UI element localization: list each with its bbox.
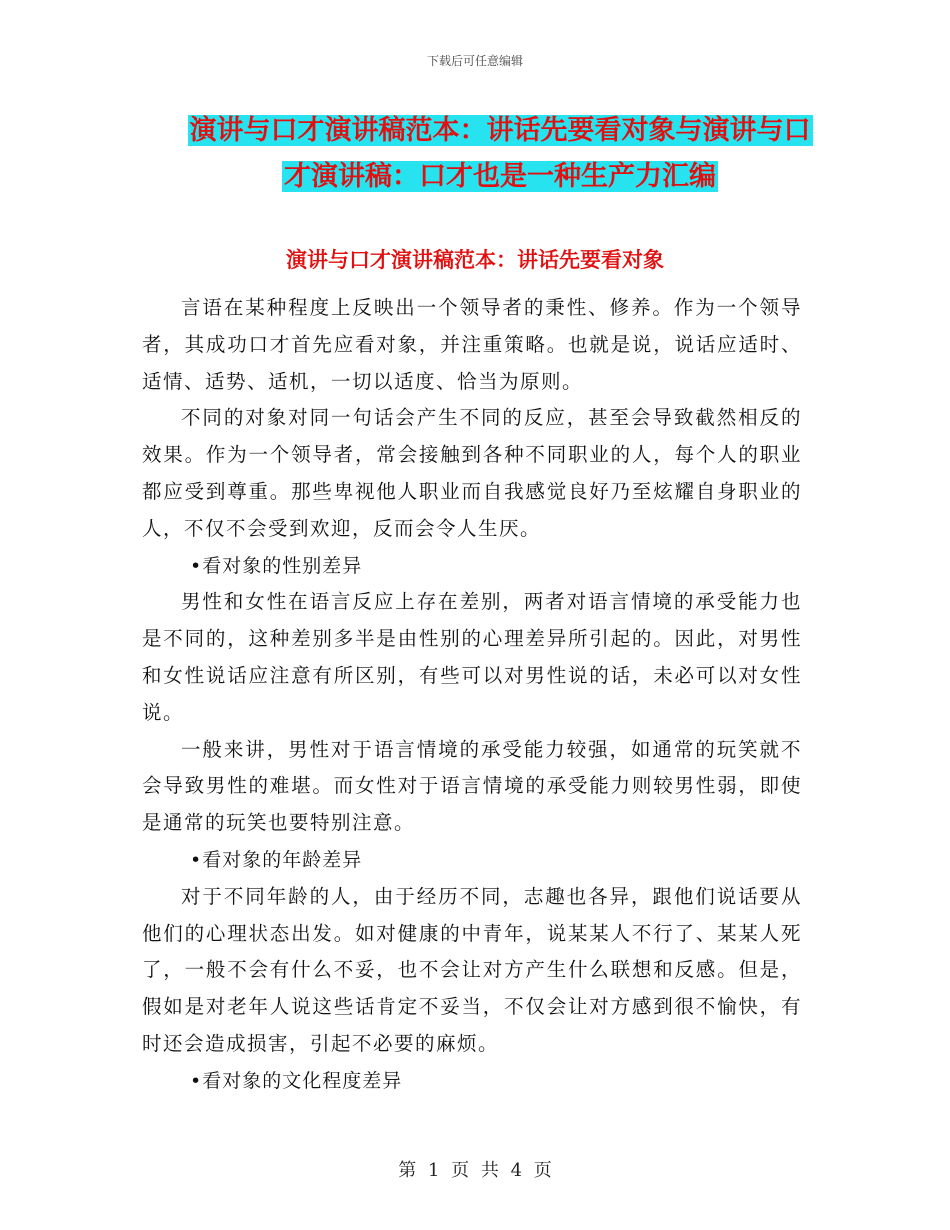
document-title-line-1: 演讲与口才演讲稿范本：讲话先要看对象与演讲与口: [189, 115, 811, 146]
bullet-heading: •看对象的性别差异: [190, 554, 363, 577]
document-title: [150, 108, 850, 200]
paragraph: 言语在某种程度上反映出一个领导者的秉性、修养。作为一个领导者，其成功口才首先应看对象，并注重策略。也就是说，说话应适时、适情、适势、适机，一切以适度、恰当为原则。: [142, 296, 802, 393]
header-note: 下载后可任意编辑: [426, 54, 523, 68]
document-body: [142, 290, 802, 1100]
paragraph: 不同的对象对同一句话会产生不同的反应，甚至会导致截然相反的效果。作为一个领导者，常会接触到各种不同职业的人，每个人的职业都应受到尊重。那些卑视他人职业而自我感觉良好乃至炫耀自身职业的人，不仅不会受到欢迎，反而会令人生厌。: [142, 406, 802, 540]
paragraph: 一般来讲，男性对于语言情境的承受能力较强，如通常的玩笑就不会导致男性的难堪。而女性对于语言情境的承受能力则较男性弱，即使是通常的玩笑也要特别注意。: [142, 737, 802, 835]
bullet-heading: •看对象的年龄差异: [190, 848, 363, 871]
section-title: 演讲与口才演讲稿范本：讲话先要看对象: [286, 248, 664, 272]
document-title-line-2: 才演讲稿：口才也是一种生产力汇编: [284, 161, 716, 192]
paragraph: 对于不同年龄的人，由于经历不同，志趣也各异，跟他们说话要从他们的心理状态出发。如对健康的中青年，说某某人不行了、某某人死了，一般不会有什么不妥，也不会让对方产生什么联想和反感。但是，假如是对老年人说这些话肯定不妥当，不仅会让对方感到很不愉快，有时还会造成损害，引起不必要的麻烦。: [142, 884, 802, 1055]
bullet-heading: •看对象的文化程度差异: [190, 1069, 403, 1092]
paragraph: 男性和女性在语言反应上存在差别，两者对语言情境的承受能力也是不同的，这种差别多半是由性别的心理差异所引起的。因此，对男性和女性说话应注意有所区别，有些可以对男性说的话，未必可以对女性说。: [142, 590, 802, 724]
page-number: 第 1 页 共 4 页: [398, 1160, 552, 1181]
